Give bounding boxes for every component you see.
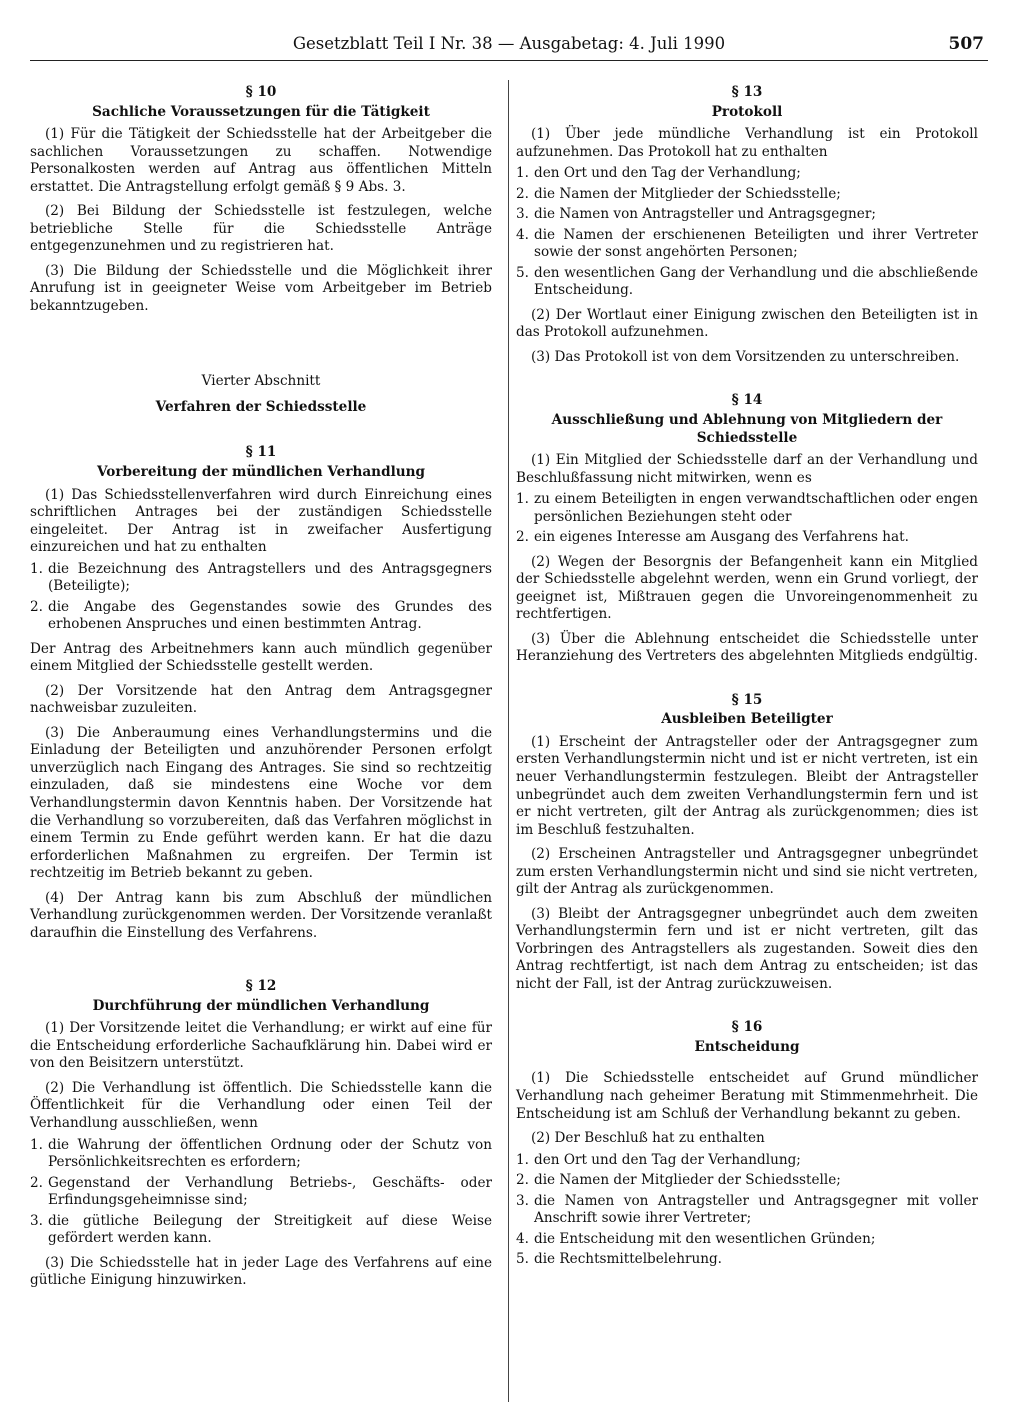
section-13	[516, 84, 978, 366]
list-item	[516, 206, 978, 224]
paragraph: (2) Wegen der Besorgnis der Befangenheit kann ein Mitglied der Schiedsstelle abgelehnt werden, wenn ein Grund vorliegt, der geeignet ist, Mißtrauen gegen die Unvoreingenommenheit zu rechtfertigen.	[516, 553, 978, 623]
list-text: die Namen der erschienenen Beteiligten und ihrer Vertreter sowie der sonst angehörten Personen;	[534, 226, 978, 261]
paragraph: (2) Der Beschluß hat zu enthalten	[530, 1130, 765, 1147]
paragraph: (1) Ein Mitglied der Schiedsstelle darf an der Verhandlung und Beschlußfassung nicht mitwirken, wenn es	[516, 452, 978, 486]
list-item	[30, 561, 492, 596]
list-text: die gütliche Beilegung der Streitigkeit auf diese Weise gefördert werden kann.	[48, 1212, 492, 1247]
section-label: § 10	[245, 84, 277, 100]
list-item	[516, 165, 978, 183]
list-number: 4.	[516, 1230, 529, 1247]
list-text: die Angabe des Gegenstandes sowie des Grundes des erhobenen Anspruches und einen bestimmten Antrag.	[48, 598, 492, 633]
list-number: 2.	[516, 1172, 529, 1189]
enumeration	[30, 561, 492, 634]
list-item	[30, 1137, 492, 1172]
section-heading: Sachliche Voraussetzungen für die Tätigkeit	[92, 103, 430, 120]
list-number: 3.	[516, 1192, 529, 1209]
paragraph: (3) Die Bildung der Schiedsstelle und die Möglichkeit ihrer Anrufung ist in geeigneter Weise vom Arbeitgeber im Betrieb bekanntzugeben.	[30, 262, 492, 314]
list-text: die Namen der Mitglieder der Schiedsstelle;	[534, 185, 841, 202]
section-12	[30, 978, 492, 1290]
list-item	[516, 529, 978, 547]
list-item	[516, 1172, 978, 1190]
section-14	[516, 392, 978, 665]
enumeration	[30, 1137, 492, 1248]
list-text: den Ort und den Tag der Verhandlung;	[534, 1151, 801, 1168]
paragraph: (4) Der Antrag kann bis zum Abschluß der mündlichen Verhandlung zurückgenommen werden. Der Vorsitzende veranlaßt daraufhin die Einstellung des Verfahrens.	[30, 889, 492, 941]
header-rule	[30, 60, 988, 61]
paragraph: (3) Die Schiedsstelle hat in jeder Lage des Verfahrens auf eine gütliche Einigung hinzuwirken.	[30, 1254, 492, 1289]
list-text: die Namen der Mitglieder der Schiedsstelle;	[534, 1172, 841, 1189]
section-label: § 15	[731, 691, 763, 708]
enumeration	[516, 491, 978, 547]
list-number: 5.	[516, 1251, 529, 1268]
section-heading: Ausschließung und Ablehnung von Mitgliedern der Schiedsstelle	[551, 411, 943, 446]
list-number: 1.	[30, 1136, 43, 1153]
list-number: 5.	[516, 264, 529, 281]
list-item	[516, 265, 978, 300]
paragraph: (1) Über jede mündliche Verhandlung ist ein Protokoll aufzunehmen. Das Protokoll hat zu enthalten	[516, 126, 978, 160]
list-text: die Rechtsmittelbelehrung.	[534, 1251, 722, 1268]
list-text: zu einem Beteiligten in engen verwandtschaftlichen oder engen persönlichen Beziehungen steht oder	[534, 491, 978, 525]
paragraph: (2) Bei Bildung der Schiedsstelle ist festzulegen, welche betriebliche Stelle für die Schiedsstelle Anträge entgegenzunehmen und zu registrieren hat.	[30, 203, 492, 255]
list-number: 1.	[30, 560, 43, 577]
list-number: 1.	[516, 1151, 529, 1168]
section-15	[516, 692, 978, 994]
paragraph: (2) Die Verhandlung ist öffentlich. Die Schiedsstelle kann die Öffentlichkeit für die Verhandlung oder einen Teil der Verhandlung ausschließen, wenn	[30, 1079, 492, 1131]
list-item	[516, 1152, 978, 1170]
section-heading: Vorbereitung der mündlichen Verhandlung	[96, 463, 426, 480]
list-number: 3.	[516, 206, 529, 223]
section-label: § 14	[731, 392, 763, 409]
paragraph: Der Antrag des Arbeitnehmers kann auch mündlich gegenüber einem Mitglied der Schiedsstelle gestellt werden.	[30, 640, 492, 675]
list-number: 2.	[30, 598, 43, 615]
list-number: 2.	[516, 529, 529, 546]
section-label: § 12	[245, 978, 277, 995]
paragraph: (3) Die Anberaumung eines Verhandlungstermins und die Einladung der Beteiligten und anzuhörender Personen erfolgt unverzüglich nach Eingang des Antrages. Sie sind so rechtzeitig einzuladen, daß sie mindestens eine Woche vor dem Verhandlungstermin davon Kenntnis haben. Der Vorsitzende hat die Verhandlung so vorzubereiten, daß das Verfahren möglichst in einem Termin zu Ende geführt werden kann. Er hat die dazu erforderlichen Maßnahmen zu ergreifen. Der Termin ist rechtzeitig im Betrieb bekannt zu geben.	[30, 724, 492, 882]
list-number: 1.	[516, 165, 529, 182]
list-text: die Namen von Antragsteller und Antragsgegner mit voller Anschrift sowie ihrer Vertreter;	[534, 1192, 978, 1227]
chapter-heading	[30, 373, 492, 416]
paragraph: (1) Der Vorsitzende leitet die Verhandlung; er wirkt auf eine für die Entscheidung erforderliche Sachaufklärung hin. Dabei wird er von den Beisitzern unterstützt.	[30, 1020, 492, 1072]
list-number: 1.	[516, 491, 529, 508]
section-heading: Durchführung der mündlichen Verhandlung	[92, 997, 430, 1014]
section-label: § 13	[731, 84, 763, 100]
list-number: 2.	[30, 1174, 43, 1191]
paragraph: (3) Bleibt der Antragsgegner unbegründet auch dem zweiten Verhandlungstermin fern und ist er nicht vertreten, gilt das Vorbringen des Antragstellers als zugestanden. Soweit dies den Antrag rechtfertigt, ist nach dem Antrag zu entscheiden; ist das nicht der Fall, ist der Antrag zurückzuweisen.	[516, 905, 978, 992]
enumeration	[516, 165, 978, 300]
list-item	[516, 1193, 978, 1228]
chapter-title: Verfahren der Schiedsstelle	[155, 398, 367, 415]
list-item	[516, 1231, 978, 1249]
left-column	[30, 84, 492, 1297]
section-heading: Ausbleiben Beteiligter	[661, 711, 833, 728]
page-number: 507	[948, 34, 984, 54]
list-text: die Bezeichnung des Antragstellers und des Antragsgegners (Beteiligte);	[48, 560, 492, 595]
chapter-number: Vierter Abschnitt	[201, 373, 321, 390]
list-text: den Ort und den Tag der Verhandlung;	[534, 165, 801, 182]
list-number: 2.	[516, 185, 529, 202]
list-number: 4.	[516, 226, 529, 243]
section-label: § 16	[731, 1019, 763, 1036]
list-text: Gegenstand der Verhandlung Betriebs-, Geschäfts- oder Erfindungsgeheimnisse sind;	[48, 1174, 492, 1209]
list-item	[516, 227, 978, 262]
paragraph: (3) Über die Ablehnung entscheidet die Schiedsstelle unter Heranziehung des Vertreters des abgelehnten Mitglieds endgültig.	[516, 630, 978, 665]
list-text: die Wahrung der öffentlichen Ordnung oder der Schutz von Persönlichkeitsrechten es erfordern;	[48, 1136, 492, 1171]
header-title: Gesetzblatt Teil I Nr. 38 — Ausgabetag: 4. Juli 1990	[292, 34, 726, 53]
right-column	[516, 84, 978, 1276]
list-text: den wesentlichen Gang der Verhandlung und die abschließende Entscheidung.	[534, 264, 978, 299]
section-label: § 11	[245, 444, 277, 461]
section-16	[516, 1019, 978, 1268]
list-number: 3.	[30, 1212, 43, 1229]
column-divider	[508, 80, 509, 1402]
paragraph: (3) Das Protokoll ist von dem Vorsitzenden zu unterschreiben.	[530, 348, 960, 365]
paragraph: (1) Die Schiedsstelle entscheidet auf Grund mündlicher Verhandlung nach geheimer Beratung mit Stimmenmehrheit. Die Entscheidung ist am Schluß der Verhandlung bekannt zu geben.	[516, 1070, 978, 1122]
list-text: die Namen von Antragsteller und Antragsgegner;	[534, 206, 876, 223]
paragraph: (2) Der Vorsitzende hat den Antrag dem Antragsgegner nachweisbar zuzuleiten.	[30, 682, 492, 717]
list-item	[30, 599, 492, 634]
paragraph: (2) Erscheinen Antragsteller und Antragsgegner unbegründet zum ersten Verhandlungstermin nicht und sind sie nicht vertreten, gilt der Antrag als zurückgenommen.	[516, 846, 978, 898]
page-header	[30, 30, 988, 70]
list-text: die Entscheidung mit den wesentlichen Gründen;	[534, 1230, 876, 1247]
list-text: ein eigenes Interesse am Ausgang des Verfahrens hat.	[534, 529, 909, 546]
list-item	[516, 186, 978, 204]
list-item	[516, 491, 978, 526]
enumeration	[516, 1152, 978, 1269]
section-10	[30, 84, 492, 315]
list-item	[30, 1175, 492, 1210]
paragraph: (1) Erscheint der Antragsteller oder der Antragsgegner zum ersten Verhandlungstermin nicht und ist er nicht vertreten, ist ein neuer Verhandlungstermin festzulegen. Bleibt der Antragsteller unbegründet auch dem zweiten Verhandlungstermin fern und ist er nicht vertreten, gilt der Antrag als zurückgenommen; dies ist im Beschluß festzuhalten.	[516, 733, 978, 838]
paragraph: (2) Der Wortlaut einer Einigung zwischen den Beteiligten ist in das Protokoll aufzunehmen.	[516, 306, 978, 341]
section-heading: Entscheidung	[694, 1038, 800, 1055]
paragraph: (1) Das Schiedsstellenverfahren wird durch Einreichung eines schriftlichen Antrages bei der zuständigen Schiedsstelle eingeleitet. Der Antrag ist in zweifacher Ausfertigung einzureichen und hat zu enthalten	[30, 486, 492, 556]
paragraph: (1) Für die Tätigkeit der Schiedsstelle hat der Arbeitgeber die sachlichen Voraussetzungen zu schaffen. Notwendige Personalkosten werden auf Antrag aus öffentlichen Mitteln erstattet. Die Antragstellung erfolgt gemäß § 9 Abs. 3.	[30, 126, 492, 195]
section-heading: Protokoll	[711, 103, 783, 120]
section-11	[30, 444, 492, 942]
list-item	[30, 1213, 492, 1248]
list-item	[516, 1251, 978, 1269]
